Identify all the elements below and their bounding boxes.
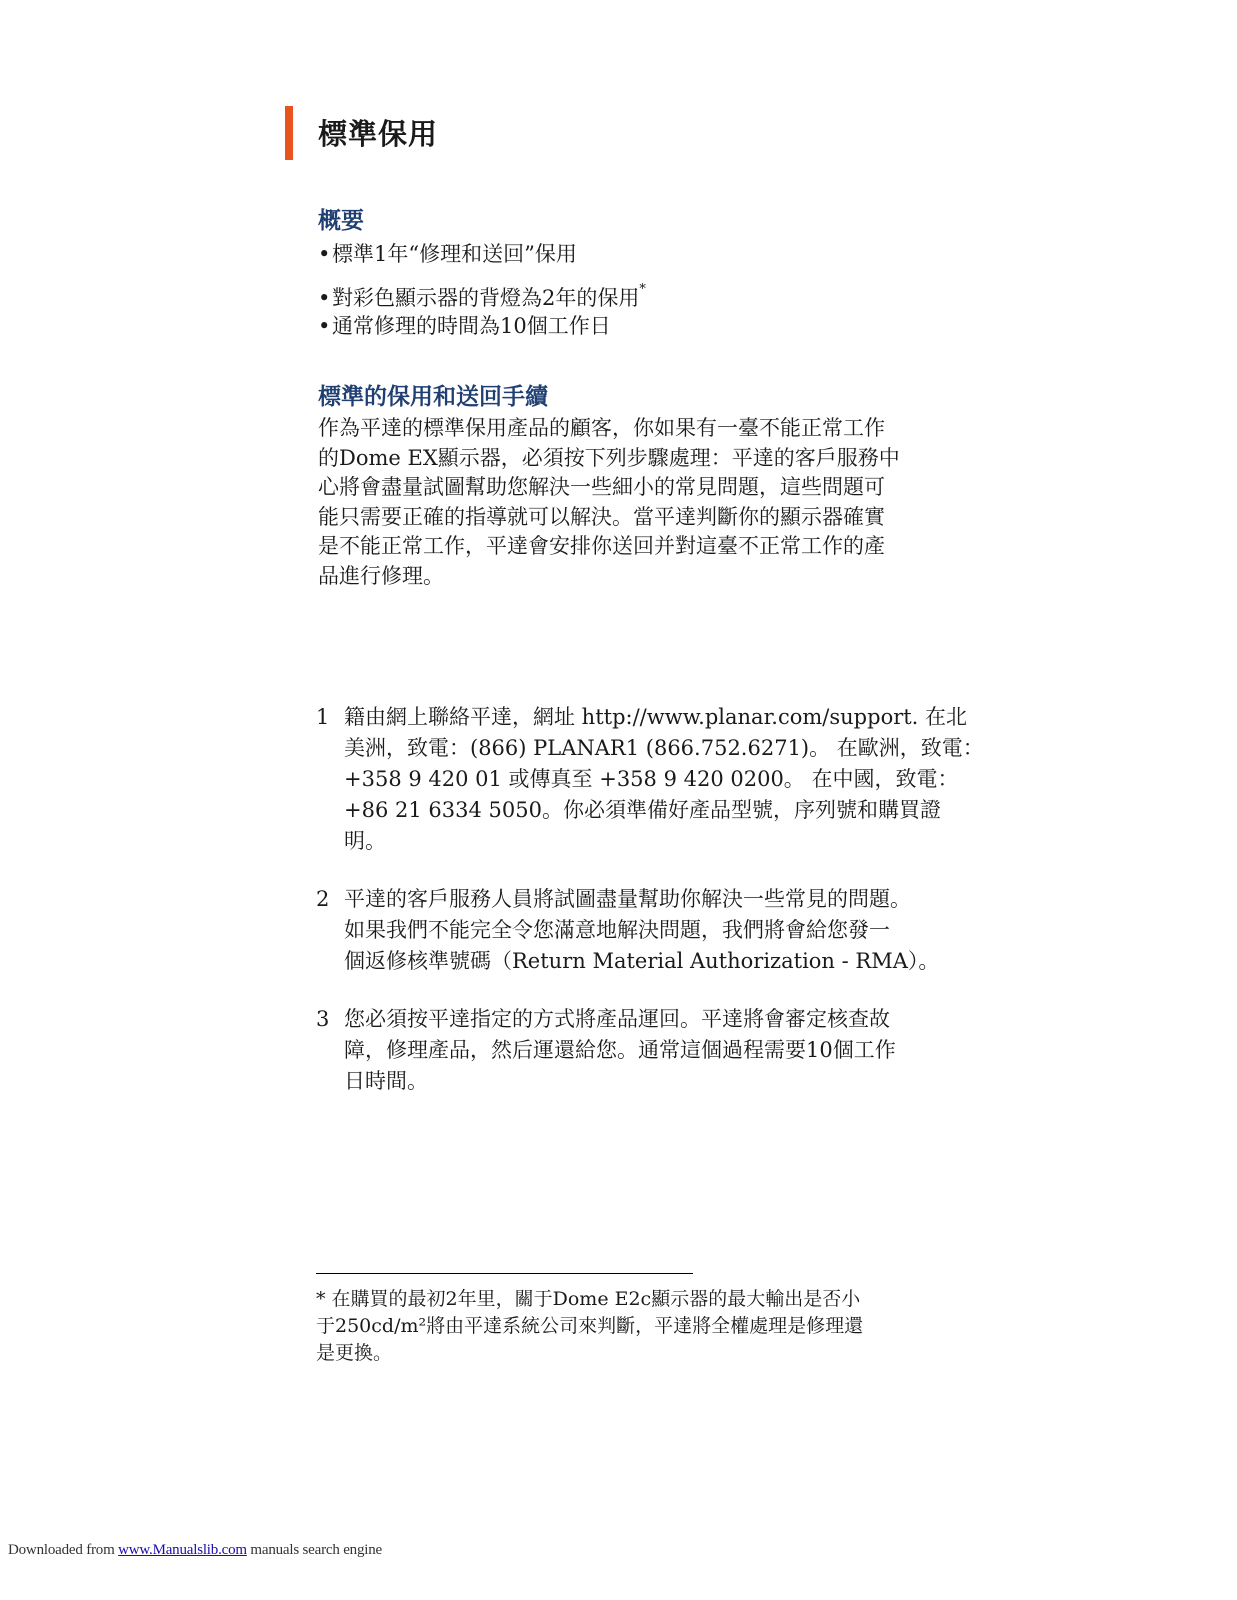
paragraph-line: 品進行修理。 (318, 563, 444, 588)
footnote-line: * 在購買的最初2年里，關于Dome E2c顯示器的最大輸出是否小 (316, 1288, 861, 1310)
footnote (316, 1286, 863, 1367)
footnote-line: 是更換。 (316, 1342, 393, 1364)
footnote-line: 于250cd/m²將由平達系統公司來判斷，平達將全權處理是修理還 (316, 1315, 864, 1337)
step-number: 2 (316, 887, 330, 911)
step-line: 日時間。 (344, 1069, 428, 1093)
step-number: 1 (316, 705, 330, 729)
step-item (316, 1004, 984, 1097)
overview-list (318, 236, 646, 344)
step-line: 障，修理產品，然后運還給您。通常這個過程需要10個工作 (344, 1038, 896, 1062)
footnote-marker: * (639, 282, 646, 297)
paragraph-line: 是不能正常工作，平達會安排你送回并對這臺不正常工作的產 (318, 534, 885, 559)
bullet-text: 通常修理的時間為10個工作日 (332, 314, 611, 338)
step-item (316, 884, 984, 977)
paragraph-line: 心將會盡量試圖幫助您解決一些細小的常見問題，這些問題可 (318, 475, 885, 500)
step-line: 明。 (344, 829, 386, 853)
step-item (316, 702, 984, 857)
bullet-text: 標準1年“修理和送回”保用 (332, 242, 577, 266)
bullet-marker: • (318, 242, 331, 266)
paragraph-line: 能只需要正確的指導就可以解決。當平達判斷你的顯示器確實 (318, 504, 885, 529)
step-line: 個返修核準號碼（Return Material Authorization - RMA）。 (344, 949, 940, 973)
title-accent-bar (285, 106, 293, 160)
paragraph-line: 作為平達的標準保用產品的顧客，你如果有一臺不能正常工作 (318, 416, 885, 440)
footnote-divider (316, 1273, 693, 1274)
procedure-heading: 標準的保用和送回手續 (318, 383, 548, 410)
download-prefix: Downloaded from (8, 1542, 119, 1558)
step-number: 3 (316, 1007, 330, 1031)
bullet-text: 對彩色顯示器的背燈為2年的保用 (332, 286, 640, 310)
page-title: 標準保用 (318, 117, 439, 151)
list-item (318, 308, 646, 344)
bullet-marker: • (318, 286, 331, 310)
step-line: 平達的客戶服務人員將試圖盡量幫助你解決一些常見的問題。 (344, 887, 911, 911)
step-line: 美洲，致電：(866) PLANAR1 (866.752.6271)。 在歐洲，致電： (344, 736, 984, 760)
list-item (318, 272, 646, 308)
step-line: 如果我們不能完全令您滿意地解決問題，我們將會給您發一 (344, 918, 890, 942)
list-item (318, 236, 646, 272)
step-line: +358 9 420 01 或傳真至 +358 9 420 0200。 在中國，致電： (344, 767, 959, 791)
download-banner (8, 1542, 382, 1559)
step-line: +86 21 6334 5050。你必須準備好產品型號，序列號和購買證 (344, 798, 941, 822)
step-line: 籍由網上聯絡平達，網址 http://www.planar.com/support. 在北 (344, 705, 968, 729)
download-suffix: manuals search engine (246, 1542, 382, 1558)
step-line: 您必須按平達指定的方式將產品運回。平達將會審定核查故 (344, 1007, 890, 1031)
overview-heading: 概要 (318, 207, 364, 234)
steps-list (316, 702, 984, 1124)
manualslib-link[interactable]: www.Manualslib.com (118, 1542, 247, 1558)
procedure-paragraph (318, 414, 900, 592)
bullet-marker: • (318, 314, 331, 338)
paragraph-line: 的Dome EX顯示器，必須按下列步驟處理：平達的客戶服務中 (318, 445, 900, 470)
